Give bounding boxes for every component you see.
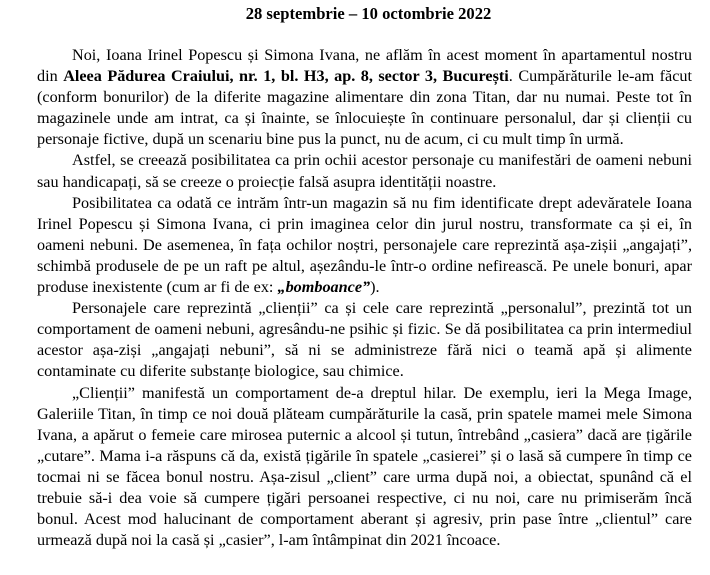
paragraph-text: ). [370, 278, 380, 297]
paragraph [37, 45, 692, 150]
document-page [0, 4, 710, 575]
paragraph-text: Noi, Ioana Irinel Popescu și Simona Ivana, ne aflăm în acest moment în apartamentul nostru din [37, 46, 692, 86]
address-bold-text: Aleea Pădurea Craiului, nr. 1, bl. H3, ap. 8, sector 3, București [63, 67, 509, 86]
paragraph-text: Personajele care reprezintă „clienții” ca și cele care reprezintă „personalul”, prezintă tot un comportament de oameni nebuni, agresându-ne psihic și fizic. Se dă posibilitatea ca prin intermediul acestor așa-ziși „angajați nebuni”, să ni se administreze fără nici o teamă apă și alimente contaminate cu diferite substanțe biologice, sau chimice. [37, 299, 692, 381]
paragraph-text: Posibilitatea ca odată ce intrăm într-un magazin să nu fim identificate drept adevăratele Ioana Irinel Popescu și Simona Ivana, ci prin imaginea celor din jurul nostru, transformate ca și ei, în oameni nebuni. De asemenea, în fața ochilor noștri, personajele care reprezintă așa-zișii „angajați”, schimbă produsele de pe un raft pe altul, așezându-le într-o ordine nefirească. Pe unele bonuri, apar produse inexistente (cum ar fi de ex: [37, 193, 692, 297]
paragraph-text: „Clienții” manifestă un comportament de-a dreptul hilar. De exemplu, ieri la Mega Image, Galeriile Titan, în timp ce noi două plăteam cumpărăturile la casă, prin spatele mamei mele Simona Ivana, a apărut o femeie care mirosea puternic a alcool și tutun, întrebând „casiera” dacă are țigările „cutare”. Mama i-a răspuns că da, există țigările în spatele „casierei” și o lasă să cumpere în timp ce tocmai ni se făcea bonul nostru. Așa-zisul „client” care urma după noi, a obiectat, spunând că el trebuie să-i dea voie să cumpere țigări persoanei respective, ci nu noi, care nu primiserăm încă bonul. Acest mod halucinant de comportament aberant și agresiv, prin pase între „clientul” care urmează după noi la casă și „casier”, l-am întâmpinat din 2021 încoace. [37, 383, 692, 550]
paragraph [37, 298, 692, 382]
paragraph [37, 150, 692, 192]
emphasized-word: „bomboance” [277, 278, 371, 297]
paragraph-text: . Cumpărăturile le-am făcut (conform bonurilor) de la diferite magazine alimentare din zona Titan, dar nu numai. Peste tot în magazinele unde am intrat, ca și înainte, se înlocuiește în continuare personalul, dar și clienții cu personaje fictive, după un scenariu bine pus la punct, nu de acum, ci cu mult timp în urmă. [37, 67, 693, 149]
paragraph-text: Astfel, se creează posibilitatea ca prin ochii acestor personaje cu manifestări de oameni nebuni sau handicapați, să se creeze o proiecție falsă asupra identității noastre. [37, 151, 692, 191]
paragraph [37, 383, 692, 552]
paragraph [37, 193, 692, 298]
date-heading: 28 septembrie – 10 octombrie 2022 [245, 4, 492, 23]
document-body [37, 45, 692, 551]
